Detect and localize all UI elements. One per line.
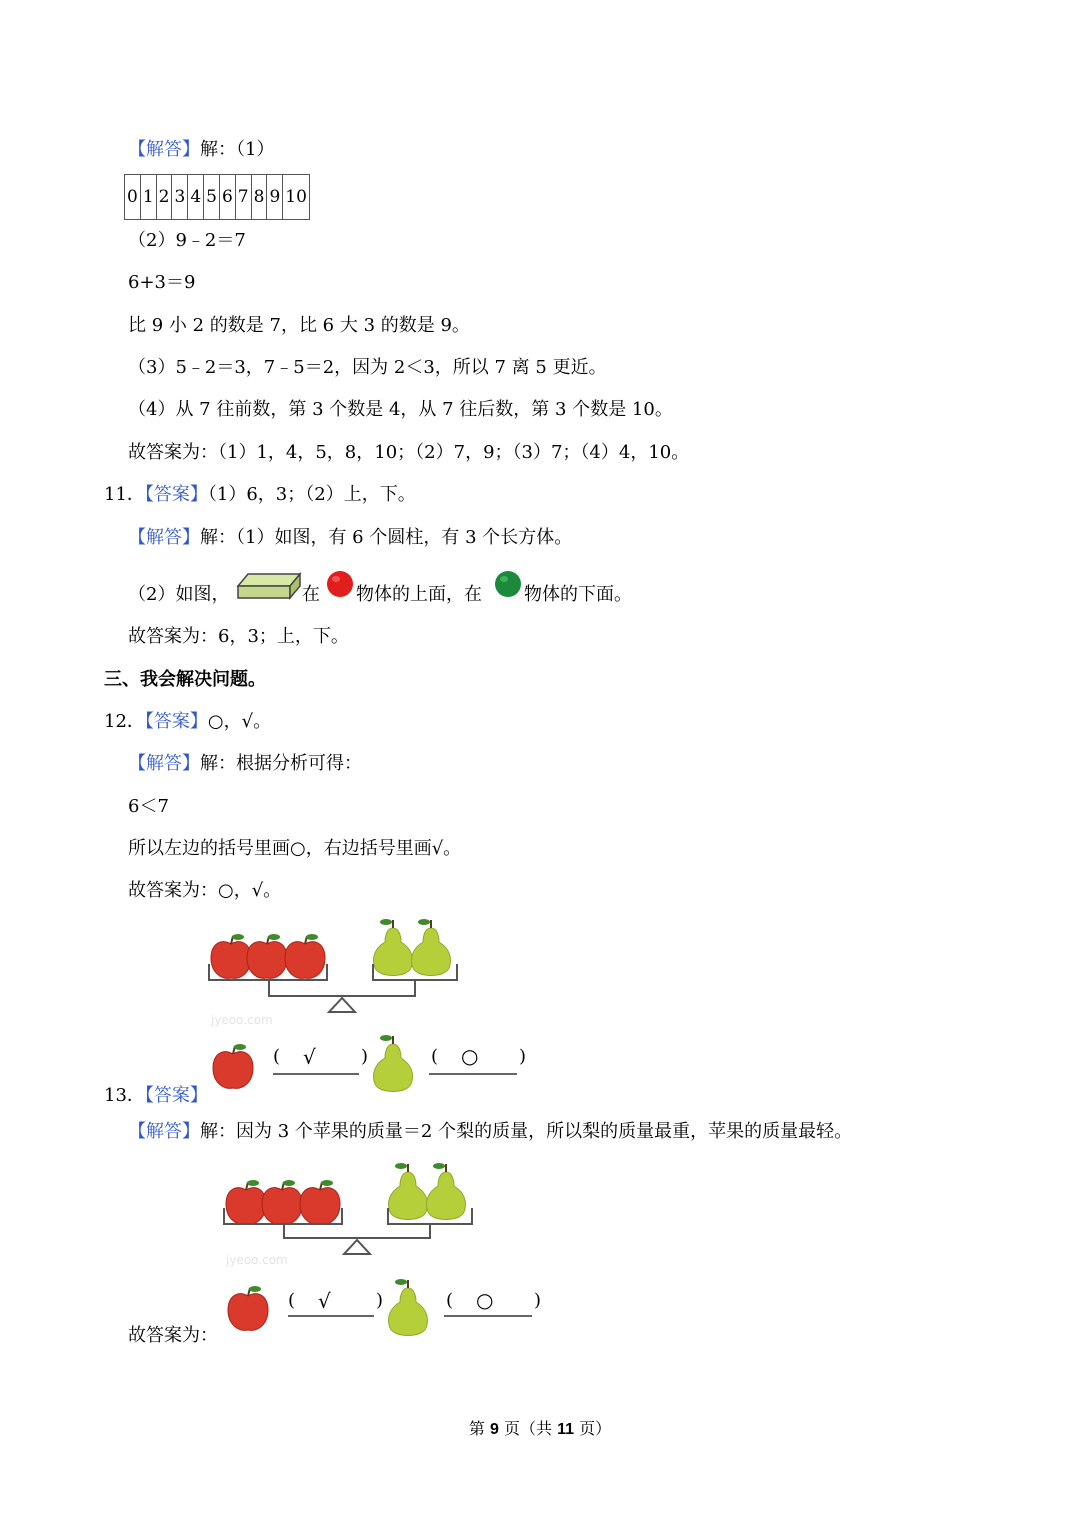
daan-tag: 【答案】 bbox=[144, 484, 208, 505]
number-line-cell: 10 bbox=[285, 187, 307, 207]
jieda-tag: 【解答】 bbox=[128, 527, 200, 548]
circle-mark: ○ bbox=[461, 1044, 479, 1068]
svg-text:(: ( bbox=[446, 1290, 454, 1311]
s10-line-2: （2）9﹣2＝7 bbox=[128, 230, 246, 251]
circle-mark: ○ bbox=[476, 1288, 494, 1312]
jieda-tag: 【解答】 bbox=[128, 1121, 200, 1142]
jieda-tag: 【解答】 bbox=[128, 139, 200, 160]
q11-text-mid: 物体的上面，在 bbox=[356, 584, 482, 605]
q11-solution-line-2: （2）如图， bbox=[128, 584, 230, 605]
number-line-cell: 6 bbox=[220, 175, 236, 219]
svg-text:): ) bbox=[534, 1290, 542, 1311]
red-ball-icon bbox=[326, 570, 354, 598]
s10-line-5: （3）5﹣2＝3，7﹣5＝2，因为 2＜3，所以 7 离 5 更近。 bbox=[128, 357, 607, 378]
q12-solution-line-1: 【解答】解：根据分析可得： bbox=[128, 753, 362, 774]
s10-line-3: 6+3＝9 bbox=[128, 272, 196, 293]
q12-final: 故答案为：○，√。 bbox=[128, 880, 282, 901]
balance-figure bbox=[205, 912, 535, 1092]
number-line-cell: 2 bbox=[157, 175, 173, 219]
q13-answer-line: 13．【答案】 bbox=[104, 1085, 208, 1106]
svg-text:): ) bbox=[519, 1046, 527, 1067]
svg-text:): ) bbox=[376, 1290, 384, 1311]
svg-text:(: ( bbox=[273, 1046, 281, 1067]
number-line-cell: 4 bbox=[188, 175, 204, 219]
watermark: jyeoo.com bbox=[211, 1013, 273, 1027]
q13-final: 故答案为： bbox=[128, 1325, 218, 1346]
svg-text:): ) bbox=[361, 1046, 369, 1067]
number-line-cell: 3 bbox=[172, 175, 188, 219]
number-line-cell: 1 bbox=[141, 175, 157, 219]
daan-tag: 【答案】 bbox=[144, 1085, 208, 1106]
number-line-cell: 8 bbox=[252, 175, 268, 219]
q12-answer-line: 12．【答案】○，√。 bbox=[104, 711, 272, 732]
watermark: jyeoo.com bbox=[226, 1253, 288, 1267]
number-line-cell: 7 bbox=[236, 175, 252, 219]
number-line-cell: 9 bbox=[267, 175, 283, 219]
page-footer: 第 9 页（共 11 页） bbox=[468, 1419, 612, 1438]
s10-line-6: （4）从 7 往前数，第 3 个数是 4，从 7 往后数，第 3 个数是 10。 bbox=[128, 399, 673, 420]
q11-final: 故答案为：6，3；上，下。 bbox=[128, 626, 349, 647]
green-ball-icon bbox=[494, 570, 522, 598]
q11-text-end: 物体的下面。 bbox=[524, 584, 632, 605]
daan-tag: 【答案】 bbox=[144, 711, 208, 732]
q11-answer-line: 11．【答案】（1）6，3；（2）上，下。 bbox=[104, 484, 416, 505]
jieda-tag: 【解答】 bbox=[128, 753, 200, 774]
q12-solution-line-3: 所以左边的括号里画○，右边括号里画√。 bbox=[128, 838, 462, 859]
cuboid-icon bbox=[236, 572, 302, 600]
page-number: 9 bbox=[489, 1421, 499, 1438]
section-3-heading: 三、我会解决问题。 bbox=[104, 669, 266, 690]
svg-text:(: ( bbox=[288, 1290, 296, 1311]
number-line-table bbox=[124, 174, 310, 220]
s10-line-4: 比 9 小 2 的数是 7，比 6 大 3 的数是 9。 bbox=[128, 315, 470, 336]
s10-final: 故答案为：（1）1，4，5，8，10；（2）7，9；（3）7；（4）4，10。 bbox=[128, 442, 690, 463]
q13-solution-line-1: 【解答】解：因为 3 个苹果的质量＝2 个梨的质量，所以梨的质量最重，苹果的质量最轻。 bbox=[128, 1121, 853, 1142]
number-line-cell: 5 bbox=[204, 175, 220, 219]
q11-solution-line-1: 【解答】解：（1）如图，有 6 个圆柱，有 3 个长方体。 bbox=[128, 527, 573, 548]
check-mark: √ bbox=[303, 1045, 316, 1069]
check-mark: √ bbox=[318, 1289, 331, 1313]
svg-text:(: ( bbox=[431, 1046, 439, 1067]
number-line-cell: 0 bbox=[125, 175, 141, 219]
balance-figure-2 bbox=[220, 1152, 550, 1342]
q12-solution-line-2: 6＜7 bbox=[128, 796, 169, 817]
s10-line-1: 【解答】解：（1） bbox=[128, 139, 275, 160]
q11-text-zai-1: 在 bbox=[302, 584, 320, 605]
page-total: 11 bbox=[557, 1421, 574, 1438]
